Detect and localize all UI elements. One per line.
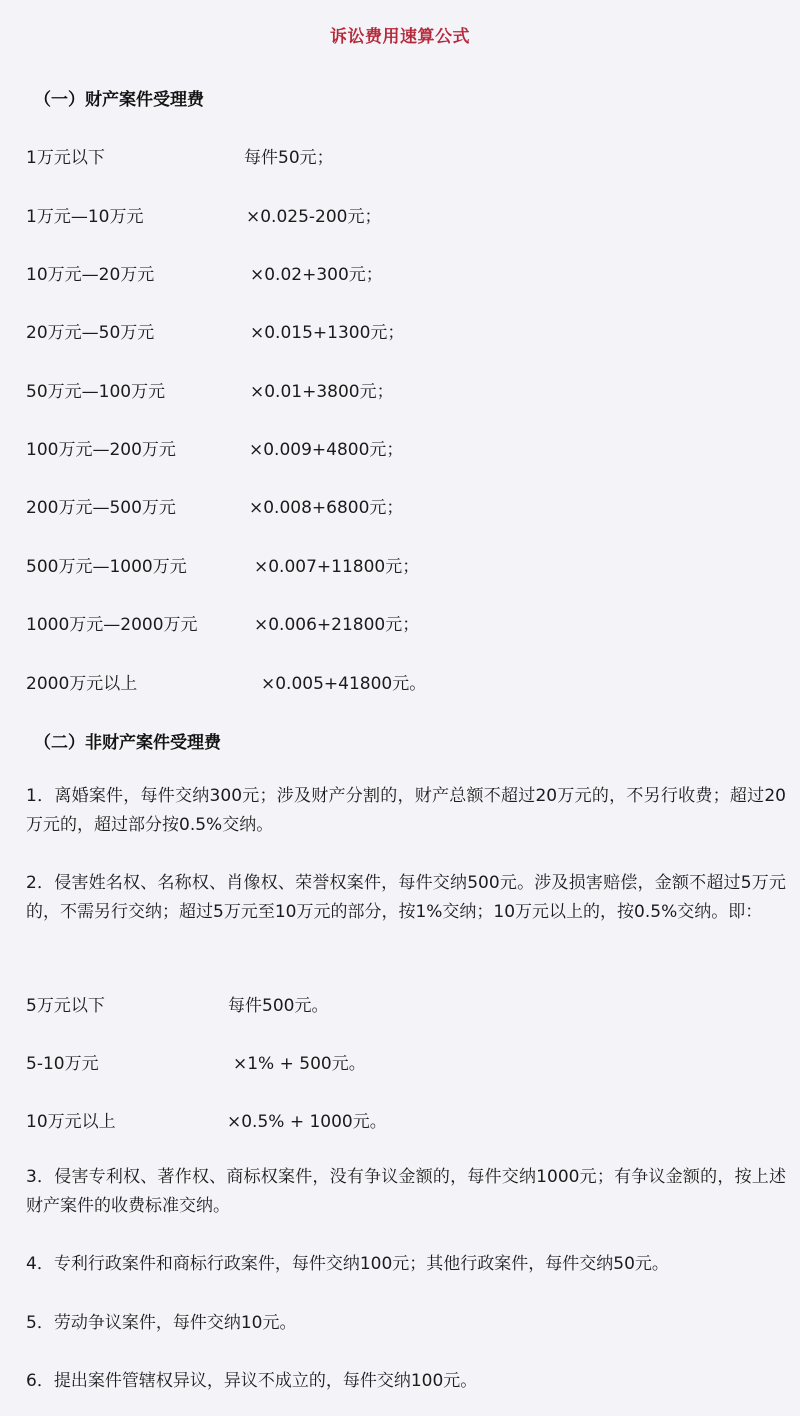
fee-formula: ×0.015+1300元； (250, 323, 405, 343)
fee-formula: ×0.008+6800元； (249, 498, 404, 518)
fee-formula: ×0.006+21800元； (254, 615, 420, 635)
rule-item-2: 2．侵害姓名权、名称权、肖像权、荣誉权案件，每件交纳500元。涉及损害赔偿，金额不超过5万元的，不需另行交纳；超过5万元至10万元的部分，按1%交纳；10万元以上的，按0.5%交纳。即： (26, 873, 786, 922)
fee-formula: ×1% + 500元。 (233, 1054, 366, 1074)
fee-formula: ×0.02+300元； (250, 265, 383, 285)
fee-range: 500万元—1000万元 (26, 557, 187, 577)
rule-item-1: 1．离婚案件，每件交纳300元；涉及财产分割的，财产总额不超过20万元的，不另行收费；超过20万元的，超过部分按0.5%交纳。 (26, 786, 786, 835)
fee-range: 5-10万元 (26, 1054, 99, 1074)
fee-range: 1万元—10万元 (26, 207, 144, 227)
fee-formula: ×0.005+41800元。 (261, 674, 427, 694)
rule-item-5: 5．劳动争议案件，每件交纳10元。 (26, 1313, 297, 1333)
rule-item-3: 3．侵害专利权、著作权、商标权案件，没有争议金额的，每件交纳1000元；有争议金额的，按上述财产案件的收费标准交纳。 (26, 1167, 786, 1216)
fee-range: 1万元以下 (26, 148, 105, 168)
fee-formula: ×0.5% + 1000元。 (227, 1112, 387, 1132)
document-title: 诉讼费用速算公式 (330, 27, 470, 47)
fee-range: 5万元以下 (26, 996, 105, 1016)
fee-formula: 每件50元； (244, 148, 334, 168)
fee-formula: ×0.007+11800元； (254, 557, 420, 577)
fee-range: 200万元—500万元 (26, 498, 176, 518)
rule-item-4: 4．专利行政案件和商标行政案件，每件交纳100元；其他行政案件，每件交纳50元。 (26, 1254, 669, 1274)
section-heading-nonproperty: （二）非财产案件受理费 (34, 733, 221, 753)
fee-formula: ×0.009+4800元； (249, 440, 404, 460)
fee-formula: ×0.01+3800元； (250, 382, 394, 402)
fee-range: 100万元—200万元 (26, 440, 176, 460)
fee-formula: 每件500元。 (228, 996, 329, 1016)
fee-range: 50万元—100万元 (26, 382, 166, 402)
fee-range: 10万元以上 (26, 1112, 116, 1132)
fee-range: 1000万元—2000万元 (26, 615, 198, 635)
fee-range: 10万元—20万元 (26, 265, 155, 285)
section-heading-property: （一）财产案件受理费 (34, 90, 204, 110)
rule-item-6: 6．提出案件管辖权异议，异议不成立的，每件交纳100元。 (26, 1371, 478, 1391)
fee-range: 2000万元以上 (26, 674, 138, 694)
fee-range: 20万元—50万元 (26, 323, 155, 343)
fee-formula: ×0.025-200元； (246, 207, 382, 227)
